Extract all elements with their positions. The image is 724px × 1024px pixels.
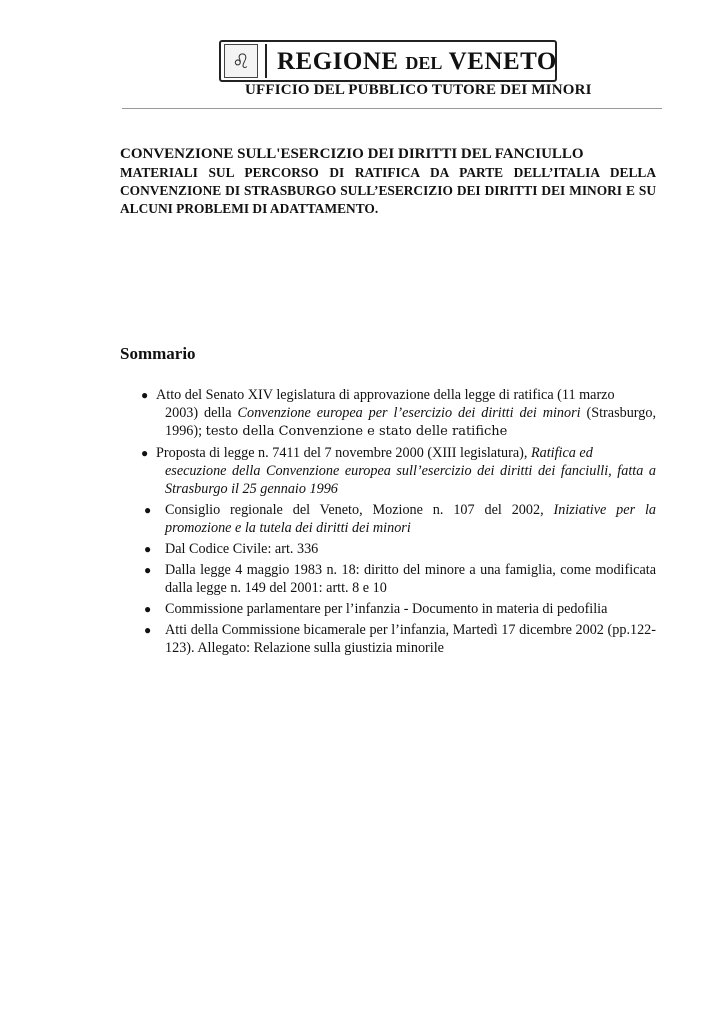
bullet-icon: ● bbox=[141, 388, 149, 402]
header-rule bbox=[122, 108, 662, 109]
bullet-icon: ● bbox=[144, 623, 152, 637]
list-item: ● Proposta di legge n. 7411 del 7 novembre 2000 (XIII legislatura), Ratifica ed esecuzione della Convenzione europea sull’esercizio dei diritti dei fanciulli, fatta a Strasburgo il 25 gennaio 1996 bbox=[141, 445, 656, 497]
list-item: ● Consiglio regionale del Veneto, Mozione n. 107 del 2002, Iniziative per la promozione e la tutela dei diritti dei minori bbox=[144, 502, 656, 536]
logo-word-del: DEL bbox=[405, 53, 443, 73]
list-item: ● Dalla legge 4 maggio 1983 n. 18: diritto del minore a una famiglia, come modificata dalla legge n. 149 del 2001: artt. 8 e 10 bbox=[144, 562, 656, 596]
regione-veneto-logo bbox=[219, 40, 557, 82]
lion-of-saint-mark-icon: ♌ bbox=[224, 44, 258, 78]
summary-heading: Sommario bbox=[120, 344, 196, 363]
summary-list bbox=[120, 386, 656, 660]
bullet-icon: ● bbox=[144, 542, 152, 556]
logo-word-veneto: VENETO bbox=[448, 48, 557, 75]
page-header bbox=[0, 0, 724, 112]
document-subtitle: MATERIALI SUL PERCORSO DI RATIFICA DA PARTE DELL’ITALIA DELLA CONVENZIONE DI STRASBURGO SULL’ESERCIZIO DEI DIRITTI DEI MINORI E SU ALCUNI PROBLEMI DI ADATTAMENTO. bbox=[120, 165, 656, 216]
bullet-icon: ● bbox=[141, 446, 149, 460]
logo-word-regione: REGIONE bbox=[277, 48, 399, 75]
bullet-icon: ● bbox=[144, 563, 152, 577]
list-item: ● Dal Codice Civile: art. 336 bbox=[144, 541, 319, 557]
list-item: ● Atto del Senato XIV legislatura di approvazione della legge di ratifica (11 marzo 2003) della Convenzione europea per l’esercizio dei diritti dei minori (Strasburgo, 1996); testo della Convenzione e stato delle ratifiche bbox=[141, 387, 656, 439]
office-name: UFFICIO DEL PUBBLICO TUTORE DEI MINORI bbox=[245, 82, 592, 98]
logo-text bbox=[277, 44, 557, 78]
bullet-icon: ● bbox=[144, 503, 152, 517]
list-item: ● Atti della Commissione bicamerale per l’infanzia, Martedì 17 dicembre 2002 (pp.122-123). Allegato: Relazione sulla giustizia minorile bbox=[144, 622, 656, 656]
bullet-icon: ● bbox=[144, 602, 152, 616]
logo-divider bbox=[265, 44, 267, 78]
document-title: CONVENZIONE SULL'ESERCIZIO DEI DIRITTI DEL FANCIULLO bbox=[120, 146, 584, 162]
list-item: ● Commissione parlamentare per l’infanzia - Documento in materia di pedofilia bbox=[144, 601, 608, 617]
